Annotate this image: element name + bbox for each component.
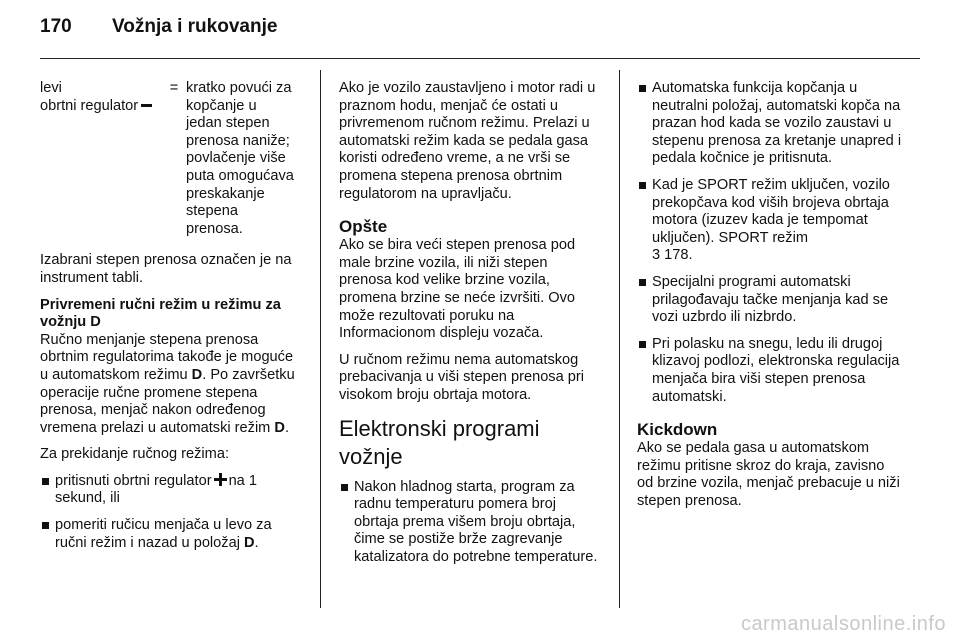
- paragraph: U ručnom režimu nema automatskog prebacivanja u viši stepen prenosa pri visokom broju obrtaja motora.: [339, 351, 584, 403]
- list-item: Automatska funkcija kopčanja u neutralni položaj, automatski kopča na prazan hod kada se vozilo zaustavi u stepenu prenosa za kretanje unapred i pedala kočnice je pritisnuta.: [637, 80, 903, 168]
- column-2: [339, 80, 603, 575]
- list-item: Kad je SPORT režim uključen, vozilo prekopčava kod viših brojeva obrtaja motora (izuzev kada je tempomat uključen). SPORT režim 3 178.: [637, 177, 903, 265]
- definition-term: [40, 80, 162, 238]
- definition-value: kratko povući za kopčanje u jedan stepen prenosa naniže; povlačenje više puta omogućava preskakanje stepena prenosa.: [186, 80, 294, 237]
- paragraph: Ako se bira veći stepen prenosa pod male brzine vozila, ili niži stepen prenosa kod velike brzine vozila, promena brzine se neće izvršiti. Ovo može rezultovati poruku na Informacionom displeju vozača.: [339, 237, 576, 342]
- header-rule: [40, 58, 920, 59]
- watermark: carmanualsonline.info: [740, 613, 946, 635]
- page-number: 170: [40, 16, 72, 37]
- column-divider-1: [320, 70, 321, 608]
- chapter-title: Vožnja i rukovanje: [112, 16, 278, 37]
- term-line-2: obrtni regulator: [40, 97, 139, 114]
- subheading-kickdown: Kickdown: [637, 420, 718, 440]
- paragraph: Za prekidanje ručnog režima:: [40, 446, 229, 463]
- column-3: [637, 80, 903, 519]
- minus-icon: [141, 104, 152, 107]
- paragraph: Izabrani stepen prenosa označen je na instrument tabli.: [40, 252, 292, 286]
- subheading-opste: Opšte: [339, 217, 388, 237]
- page-reference: 3 178.: [652, 247, 693, 264]
- paragraph: Ručno menjanje stepena prenosa obrtnim regulatorima takođe je moguće u automatskom režimu D. Po završetku operacije ručne promene stepena prenosa, menjač nakon određenog vremena prelazi u automatski režim D.: [40, 331, 295, 436]
- column-divider-2: [619, 70, 620, 608]
- definition-equals: =: [169, 80, 179, 96]
- list-item: pomeriti ručicu menjača u levo za ručni režim i nazad u položaj D.: [40, 517, 302, 552]
- column-1: [40, 80, 302, 561]
- list-item: Specijalni programi automatski prilagođavaju tačke menjanja kad se vozi uzbrdo ili nizbrdo.: [637, 274, 903, 327]
- paragraph: Ako se pedala gasa u automatskom režimu pritisne skroz do kraja, zavisno od brzine vozila, menjač prebacuje u niži stepen prenosa.: [637, 440, 900, 509]
- plus-icon: [214, 473, 227, 486]
- list-item: Pri polasku na snegu, ledu ili drugoj klizavoj podlozi, elektronska regulacija menjača bira viši stepen prenosa automatski.: [637, 336, 903, 406]
- term-line-1: levi: [40, 80, 62, 96]
- paragraph: Ako je vozilo zaustavljeno i motor radi u praznom hodu, menjač će ostati u privremenom ručnom režimu. Prelazi u automatski režim kada se pedala gasa koristi određeno vreme, a ne vrši se promena stepena prenosa obrtnim regulatorom na upravljaču.: [339, 80, 596, 202]
- list-item: pritisnuti obrtni regulator na 1 sekund, ili: [40, 473, 302, 508]
- list-item: Nakon hladnog starta, program za radnu temperaturu pomera broj obrtaja prema višem broju obrtaja, čime se postiže brže zagrevanje katalizatora do potrebne temperature.: [339, 479, 603, 567]
- definition-table: [40, 80, 302, 238]
- section-heading: Elektronski programi vožnje: [339, 415, 540, 469]
- subheading: Privremeni ručni režim u režimu za vožnju D: [40, 296, 281, 331]
- page-header: [40, 16, 277, 38]
